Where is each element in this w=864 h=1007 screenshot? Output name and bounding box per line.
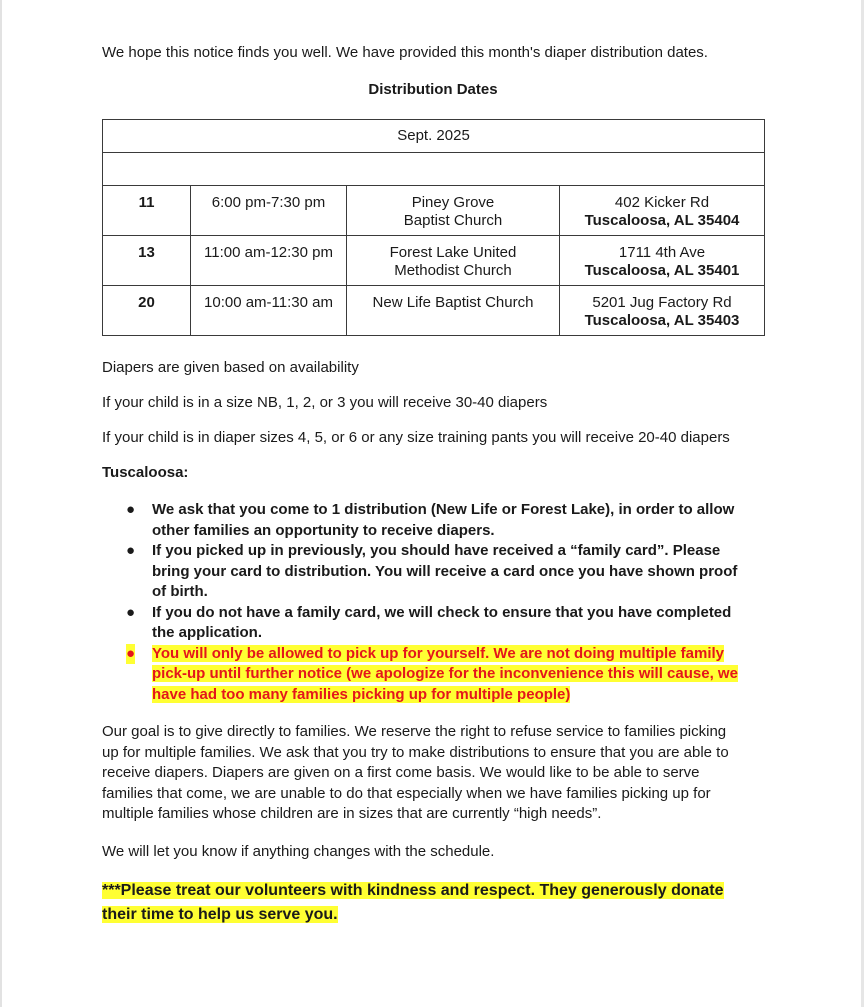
small-sizes-note: If your child is in a size NB, 1, 2, or 3 you will receive 30-40 diapers — [102, 394, 548, 411]
city-line: Tuscaloosa, AL 35404 — [584, 212, 740, 229]
goal-line: Our goal is to give directly to families. We reserve the right to refuse service to families picking — [102, 723, 727, 740]
tuscaloosa-heading: Tuscaloosa: — [102, 464, 189, 481]
location-cell — [347, 186, 560, 236]
table-row — [103, 286, 765, 336]
rule-line: of birth. — [152, 583, 208, 600]
date-cell: 20 — [103, 286, 191, 336]
street-line: 402 Kicker Rd — [614, 194, 710, 211]
table-row — [103, 186, 765, 236]
rule-line: the application. — [152, 624, 263, 641]
time-cell: 6:00 pm-7:30 pm — [191, 186, 347, 236]
intro-text: We hope this notice finds you well. We have provided this month's diaper distribution dates. — [102, 44, 708, 61]
table-row — [103, 236, 765, 286]
rule-line: If you picked up in previously, you should have received a “family card”. Please — [152, 542, 721, 559]
rule-item — [102, 500, 764, 541]
bullet-icon: ● — [126, 542, 136, 559]
rule-item — [102, 541, 764, 603]
rule-line: other families an opportunity to receive diapers. — [152, 521, 495, 539]
bullet-icon: ● — [126, 501, 136, 518]
rule-line: have had too many families picking up for multiple people) — [152, 685, 571, 703]
goal-line: multiple families whose children are in sizes that are currently “high needs”. — [102, 805, 602, 822]
table-blank-row — [103, 153, 765, 186]
rule-line: pick-up until further notice (we apologize for the inconvenience this will cause, we — [152, 665, 738, 682]
location-cell — [347, 236, 560, 286]
bullet-icon: ● — [126, 603, 136, 621]
street-line: 5201 Jug Factory Rd — [592, 294, 732, 311]
address-cell — [560, 236, 765, 286]
location-line: Piney Grove — [411, 194, 495, 211]
rule-line: You will only be allowed to pick up for yourself. We are not doing multiple family — [152, 644, 725, 662]
goal-paragraph — [102, 722, 764, 825]
location-line: Baptist Church — [403, 212, 503, 229]
rules-list — [102, 500, 764, 705]
date-cell: 13 — [103, 236, 191, 286]
rule-line: If you do not have a family card, we will check to ensure that you have completed — [152, 603, 732, 621]
city-line: Tuscaloosa, AL 35403 — [584, 312, 740, 329]
street-line: 1711 4th Ave — [618, 244, 706, 261]
page-edge-left — [0, 0, 2, 1007]
rule-line: We ask that you come to 1 distribution (New Life or Forest Lake), in order to allow — [152, 501, 735, 518]
time-cell: 11:00 am-12:30 pm — [191, 236, 347, 286]
address-cell — [560, 286, 765, 336]
goal-line: receive diapers. Diapers are given on a first come basis. We would like to be able to serve — [102, 764, 700, 781]
goal-line: up for multiple families. We ask that you try to make distributions to ensure that you are able to — [102, 743, 729, 761]
large-sizes-note: If your child is in diaper sizes 4, 5, or 6 or any size training pants you will receive 20-40 diapers — [102, 429, 730, 446]
location-line: New Life Baptist Church — [372, 294, 534, 311]
schedule-changes-note: We will let you know if anything changes with the schedule. — [102, 843, 495, 860]
rule-item-warning — [102, 644, 764, 706]
respect-line: ***Please treat our volunteers with kindness and respect. They generously donate — [102, 882, 724, 899]
respect-line: their time to help us serve you. — [102, 906, 338, 923]
availability-note: Diapers are given based on availability — [102, 359, 359, 376]
location-line: Forest Lake United — [389, 244, 517, 261]
address-cell — [560, 186, 765, 236]
distribution-table — [102, 119, 765, 336]
rule-line: bring your card to distribution. You will receive a card once you have shown proof — [152, 562, 738, 580]
time-cell: 10:00 am-11:30 am — [191, 286, 347, 336]
city-line: Tuscaloosa, AL 35401 — [584, 262, 740, 279]
location-line: Methodist Church — [394, 262, 512, 279]
bullet-icon: ● — [126, 644, 135, 665]
goal-line: families that come, we are unable to do that especially when we have families picking up for — [102, 784, 711, 802]
volunteer-respect-note — [102, 879, 764, 927]
distribution-dates-heading: Distribution Dates — [368, 81, 498, 98]
table-month-header: Sept. 2025 — [103, 120, 765, 153]
location-cell — [347, 286, 560, 336]
date-cell: 11 — [103, 186, 191, 236]
rule-item — [102, 603, 764, 644]
